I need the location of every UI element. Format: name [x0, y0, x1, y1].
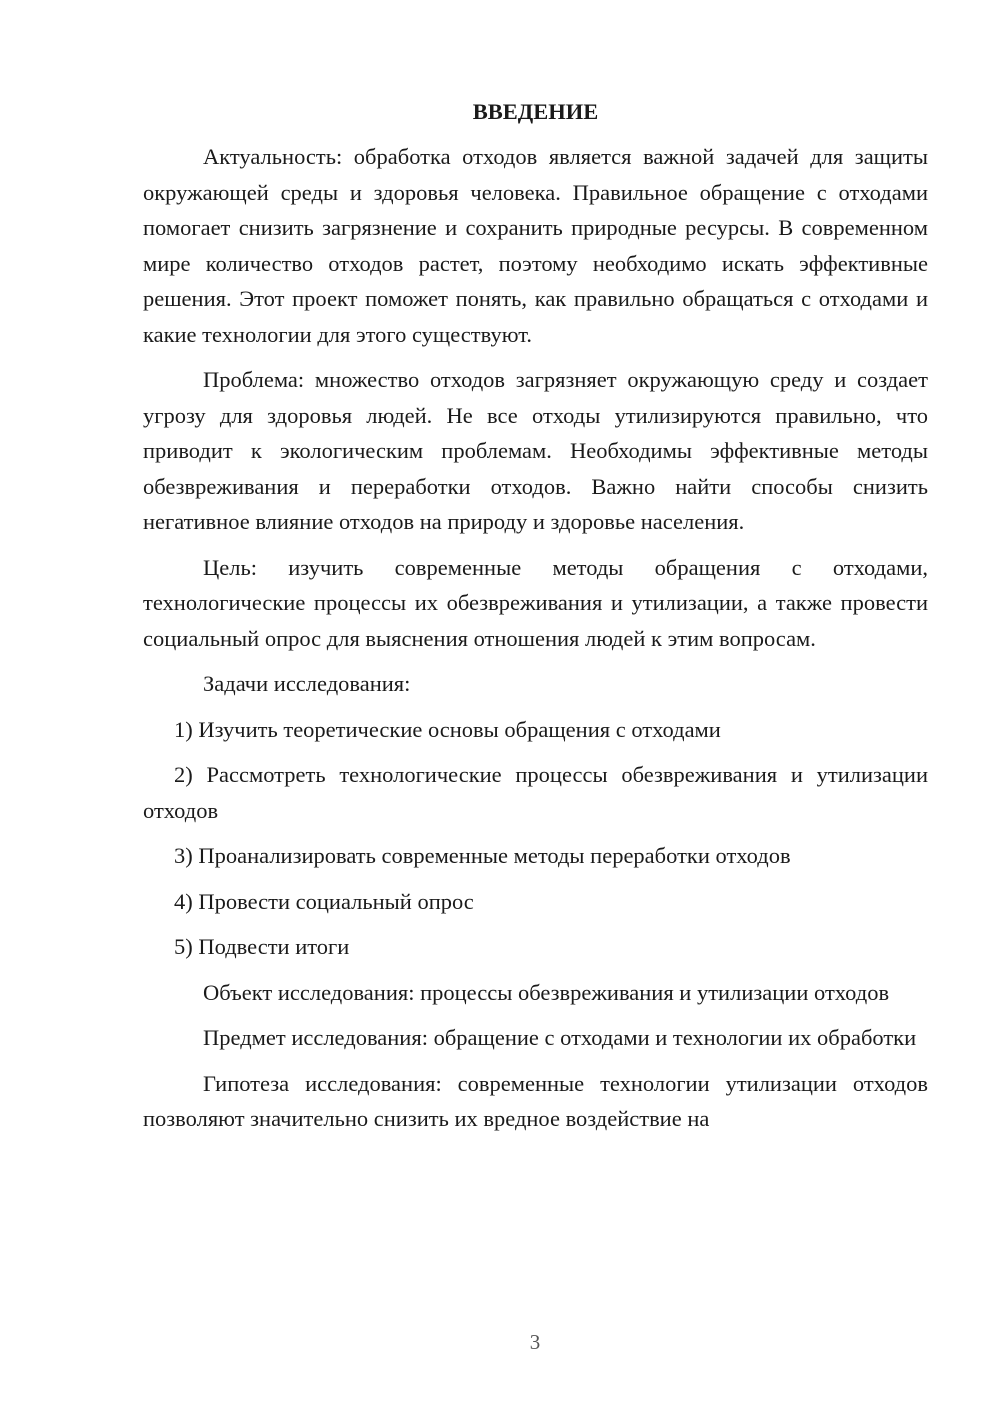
tasks-heading: Задачи исследования:: [203, 671, 411, 696]
task-item-3: 3) Проанализировать современные методы переработки отходов: [174, 843, 791, 868]
object-paragraph: Объект исследования: процессы обезвреживания и утилизации отходов: [203, 979, 890, 1005]
document-body: [143, 94, 928, 1147]
task-item-2: 2) Рассмотреть технологические процессы обезвреживания и утилизации отходов: [143, 762, 928, 823]
relevance-paragraph: Актуальность: обработка отходов является важной задачей для защиты окружающей среды и здоровья человека. Правильное обращение с отходами помогает снизить загрязнение и сохранить природные ресурсы. В современном мире количество отходов растет, поэтому необходимо искать эффективные решения. Этот проект поможет понять, как правильно обращаться с отходами и какие технологии для этого существуют.: [143, 144, 928, 347]
goal-paragraph: Цель: изучить современные методы обращения с отходами, технологические процессы их обезвреживания и утилизации, а также провести социальный опрос для выяснения отношения людей к этим вопросам.: [143, 554, 928, 651]
task-item-1: 1) Изучить теоретические основы обращения с отходами: [174, 716, 721, 742]
subject-paragraph: Предмет исследования: обращение с отходами и технологии их обработки: [203, 1025, 917, 1050]
task-item-5: 5) Подвести итоги: [174, 934, 350, 959]
section-title: ВВЕДЕНИЕ: [472, 99, 599, 124]
hypothesis-paragraph: Гипотеза исследования: современные технологии утилизации отходов позволяют значительно снизить их вредное воздействие на: [143, 1070, 928, 1131]
problem-paragraph: Проблема: множество отходов загрязняет окружающую среду и создает угрозу для здоровья людей. Не все отходы утилизируются правильно, что приводит к экологическим проблемам. Необходимы эффективные методы обезвреживания и переработки отходов. Важно найти способы снизить негативное влияние отходов на природу и здоровье населения.: [143, 367, 928, 534]
page-number: 3: [529, 1330, 541, 1354]
task-item-4: 4) Провести социальный опрос: [174, 888, 474, 914]
